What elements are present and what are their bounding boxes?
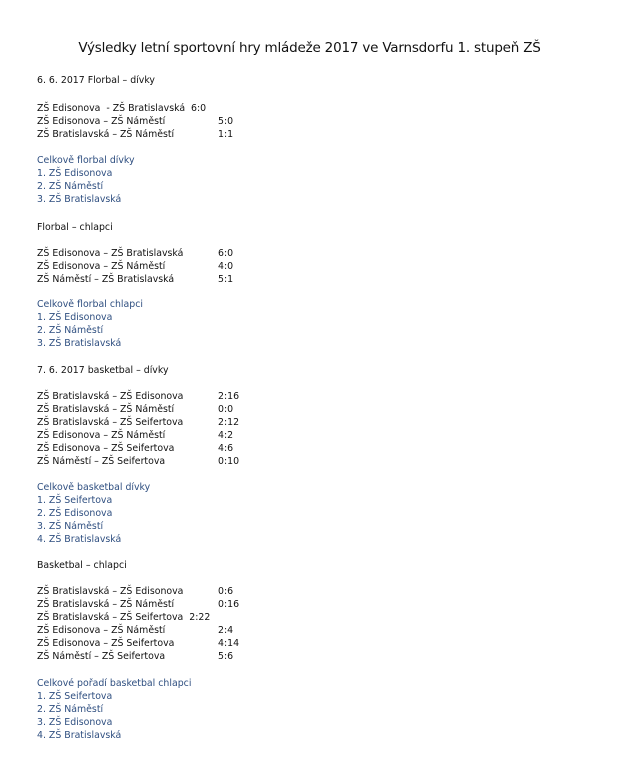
ranking-item: 1. ZŠ Seifertova [37,495,113,506]
match-teams: ZŠ Edisonova - ZŠ Bratislavská 6:0 [37,103,207,114]
match-score: 0:10 [218,456,240,467]
match-teams: ZŠ Edisonova – ZŠ Náměstí [37,625,166,636]
ranking-item: 3. ZŠ Bratislavská [37,338,122,349]
match-teams: ZŠ Edisonova – ZŠ Bratislavská [37,248,184,259]
ranking-title: Celkově florbal chlapci [37,299,143,310]
ranking-title: Celkové pořadí basketbal chlapci [37,678,192,689]
match-score: 4:0 [218,261,234,272]
match-teams: ZŠ Náměstí – ZŠ Bratislavská [37,274,175,285]
match-teams: ZŠ Edisonova – ZŠ Náměstí [37,430,166,441]
ranking-item: 1. ZŠ Seifertova [37,691,113,702]
ranking-title: Celkově florbal dívky [37,155,135,166]
match-teams: ZŠ Edisonova – ZŠ Náměstí [37,261,166,272]
match-score: 2:16 [218,391,240,402]
ranking-item: 1. ZŠ Edisonova [37,168,113,179]
match-teams: ZŠ Bratislavská – ZŠ Náměstí [37,404,175,415]
match-teams: ZŠ Bratislavská – ZŠ Náměstí [37,599,175,610]
match-teams: ZŠ Bratislavská – ZŠ Seifertova [37,417,184,428]
match-teams: ZŠ Bratislavská – ZŠ Seifertova 2:22 [37,612,211,623]
ranking-item: 2. ZŠ Náměstí [37,704,104,715]
ranking-item: 3. ZŠ Edisonova [37,717,113,728]
ranking-item: 4. ZŠ Bratislavská [37,534,122,545]
ranking-item: 1. ZŠ Edisonova [37,312,113,323]
ranking-title: Celkově basketbal dívky [37,482,151,493]
match-score: 1:1 [218,129,234,140]
match-score: 4:6 [218,443,234,454]
ranking-item: 2. ZŠ Edisonova [37,508,113,519]
match-teams: ZŠ Edisonova – ZŠ Seifertova [37,443,175,454]
match-score: 2:4 [218,625,234,636]
match-teams: ZŠ Bratislavská – ZŠ Náměstí [37,129,175,140]
section-heading: 7. 6. 2017 basketbal – dívky [37,365,169,376]
match-score: 0:0 [218,404,234,415]
match-teams: ZŠ Bratislavská – ZŠ Edisonova [37,391,184,402]
match-teams: ZŠ Náměstí – ZŠ Seifertova [37,456,166,467]
match-teams: ZŠ Náměstí – ZŠ Seifertova [37,651,166,662]
ranking-item: 3. ZŠ Bratislavská [37,194,122,205]
ranking-item: 4. ZŠ Bratislavská [37,730,122,741]
match-score: 5:0 [218,116,234,127]
match-score: 0:16 [218,599,240,610]
section-heading: 6. 6. 2017 Florbal – dívky [37,75,155,86]
match-score: 0:6 [218,586,234,597]
section-heading: Basketbal – chlapci [37,560,127,571]
match-teams: ZŠ Edisonova – ZŠ Náměstí [37,116,166,127]
match-score: 2:12 [218,417,240,428]
section-heading: Florbal – chlapci [37,222,113,233]
match-score: 5:6 [218,651,234,662]
match-score: 6:0 [218,248,234,259]
ranking-item: 2. ZŠ Náměstí [37,325,104,336]
ranking-item: 2. ZŠ Náměstí [37,181,104,192]
match-score: 4:2 [218,430,234,441]
match-score: 5:1 [218,274,234,285]
document-title: Výsledky letní sportovní hry mládeže 2017 ve Varnsdorfu 1. stupeň ZŠ [78,40,541,56]
match-teams: ZŠ Edisonova – ZŠ Seifertova [37,638,175,649]
ranking-item: 3. ZŠ Náměstí [37,521,104,532]
match-score: 4:14 [218,638,240,649]
match-teams: ZŠ Bratislavská – ZŠ Edisonova [37,586,184,597]
